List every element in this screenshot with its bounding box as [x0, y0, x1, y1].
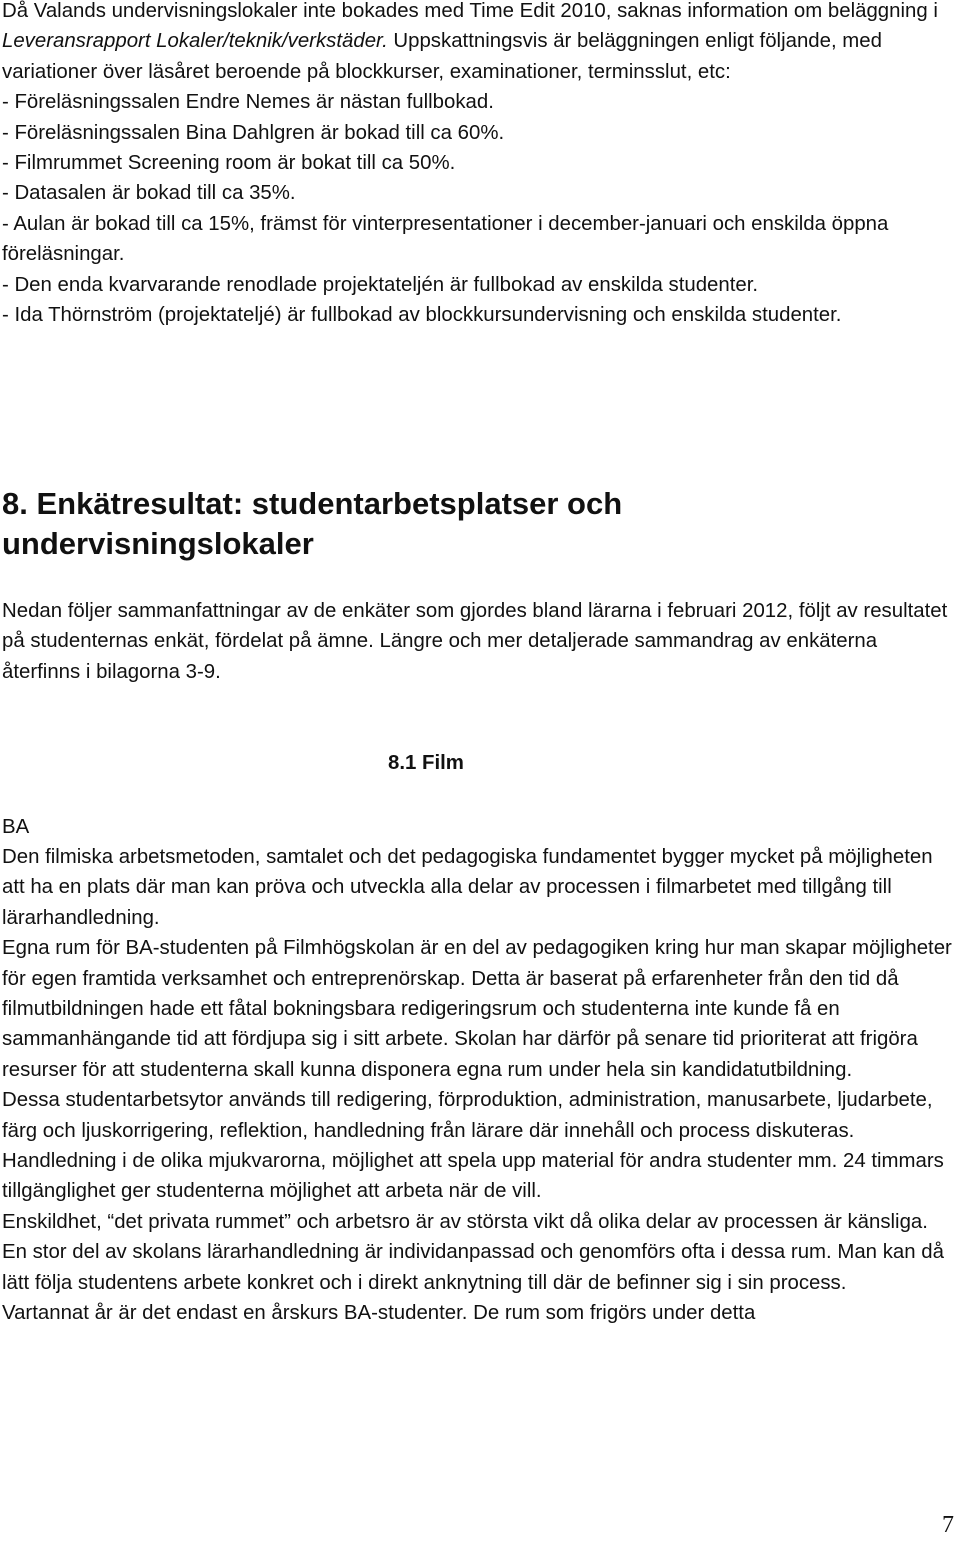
body-paragraph: Dessa studentarbetsytor används till redigering, förproduktion, administration, manusarbete, ljudarbete, färg och ljuskorrigering, reflektion, handledning från lärare där innehåll och process diskuteras. Handledning i de olika mjukvarorna, möjlighet att spela upp material för andra studenter mm. 24 timmars tillgänglighet ger studenterna möjlighet att arbeta när de vill. [2, 1089, 944, 1203]
intro-paragraph [2, 0, 954, 87]
report-title: Leveransrapport Lokaler/teknik/verkstäder. [2, 30, 388, 53]
body-paragraph: Vartannat år är det endast en årskurs BA-studenter. De rum som frigörs under detta [2, 1302, 756, 1325]
level-label: BA [2, 816, 30, 838]
list-item: - Filmrummet Screening room är bokat till ca 50%. [2, 152, 456, 175]
list-item: - Föreläsningssalen Endre Nemes är nästan fullbokad. [2, 91, 494, 114]
page-number: 7 [942, 1512, 954, 1538]
intro-estimate-text: Uppskattningsvis är beläggningen enligt följande, med variationer över läsåret beroende på blockkurser, examinationer, terminsslut, etc: [2, 30, 882, 83]
film-body-text [2, 842, 960, 1329]
booking-intro [2, 0, 954, 330]
list-item: - Föreläsningssalen Bina Dahlgren är bokad till ca 60%. [2, 121, 505, 144]
section-summary: Nedan följer sammanfattningar av de enkäter som gjordes bland lärarna i februari 2012, följt av resultatet på studenternas enkät, fördelat på ämne. Längre och mer detaljerade sammandrag av enkäterna återfinns i bilagorna 3-9. [2, 600, 948, 683]
list-item: - Den enda kvarvarande renodlade projektateljén är fullbokad av enskilda studenter. [2, 273, 759, 296]
intro-lead-text: Då Valands undervisningslokaler inte bokades med Time Edit 2010, saknas information om beläggning i [2, 0, 938, 22]
body-paragraph: Egna rum för BA-studenten på Filmhögskolan är en del av pedagogiken kring hur man skapar möjligheter för egen framtida verksamhet och entreprenörskap. Detta är baserat på erfarenheter från den tid då filmutbildningen hade ett fåtal bokningsbara redigeringsrum och studenterna inte kunde få en sammanhängande tid att fördjupa sig i sitt arbete. Skolan har därför på senare tid prioriterat att frigöra resurser för att studenterna skall kunna disponera egna rum under hela sin kandidatutbildning. [2, 937, 952, 1081]
list-item: - Ida Thörnström (projektateljé) är fullbokad av blockkursundervisning och enskilda studenter. [2, 304, 842, 327]
section-heading: 8. Enkätresultat: studentarbetsplatser och undervisningslokaler [2, 486, 623, 561]
list-item: - Datasalen är bokad till ca 35%. [2, 182, 296, 205]
body-paragraph: Den filmiska arbetsmetoden, samtalet och det pedagogiska fundamentet bygger mycket på möjligheten att ha en plats där man kan pröva och utveckla alla delar av processen i filmarbetet med tillgång till lärarhandledning. [2, 846, 933, 929]
body-paragraph: Enskildhet, “det privata rummet” och arbetsro är av största vikt då olika delar av processen är känsliga. [2, 1210, 928, 1233]
subsection-heading: 8.1 Film [388, 752, 464, 774]
list-item: - Aulan är bokad till ca 15%, främst för vinterpresentationer i december-januari och enskilda öppna föreläsningar. [2, 212, 889, 266]
body-paragraph: En stor del av skolans lärarhandledning är individanpassad och genomförs ofta i dessa rum. Man kan då lätt följa studentens arbete konkret och i direkt anknytning till där de befinner sig i sin process. [2, 1241, 944, 1294]
